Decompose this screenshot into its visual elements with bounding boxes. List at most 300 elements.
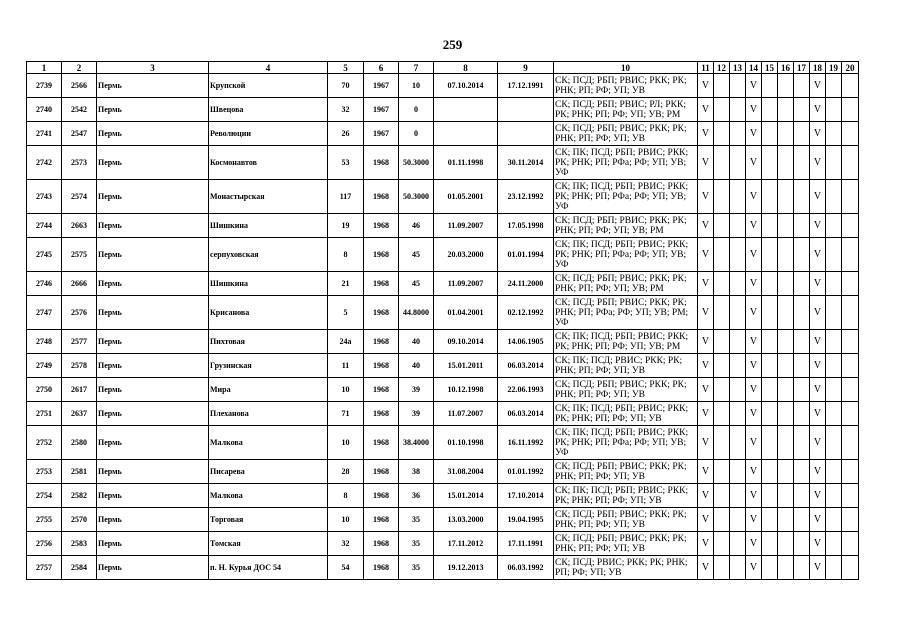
cell-date-1: 17.11.2012 bbox=[434, 532, 498, 556]
cell-flag-13 bbox=[730, 460, 746, 484]
table-row bbox=[27, 402, 859, 426]
cell-work-types: СК; ПСД; РБП; РВИС; РКК; РК; РНК; РП; РФ; УП; УВ bbox=[554, 532, 698, 556]
cell-flag-19 bbox=[826, 146, 842, 180]
cell-city: Пермь bbox=[97, 460, 209, 484]
cell-flag-15 bbox=[762, 146, 778, 180]
cell-flag-19 bbox=[826, 296, 842, 330]
cell-street: Плеханова bbox=[209, 402, 328, 426]
table-row bbox=[27, 354, 859, 378]
cell-flag-18: V bbox=[810, 402, 826, 426]
cell-date-1 bbox=[434, 98, 498, 122]
cell-house: 24а bbox=[328, 330, 364, 354]
cell-street: Грузинская bbox=[209, 354, 328, 378]
cell-work-types: СК; ПК; ПСД; РВИС; РКК; РК; РНК; РП; РФ; УП; УВ bbox=[554, 354, 698, 378]
cell-flag-18: V bbox=[810, 330, 826, 354]
cell-flag-17 bbox=[794, 460, 810, 484]
table-row bbox=[27, 460, 859, 484]
table-row bbox=[27, 122, 859, 146]
cell-flag-18: V bbox=[810, 354, 826, 378]
cell-house: 21 bbox=[328, 272, 364, 296]
cell-date-2: 16.11.1992 bbox=[498, 426, 554, 460]
cell-record-number: 2748 bbox=[27, 330, 62, 354]
cell-record-number: 2744 bbox=[27, 214, 62, 238]
cell-house: 19 bbox=[328, 214, 364, 238]
cell-flag-14: V bbox=[746, 330, 762, 354]
cell-date-2: 30.11.2014 bbox=[498, 146, 554, 180]
cell-flag-16 bbox=[778, 330, 794, 354]
cell-flag-20 bbox=[842, 378, 859, 402]
column-header-13: 13 bbox=[730, 62, 746, 74]
cell-flag-15 bbox=[762, 238, 778, 272]
cell-wear: 0 bbox=[399, 122, 434, 146]
cell-id: 2583 bbox=[62, 532, 97, 556]
cell-date-2: 23.12.1992 bbox=[498, 180, 554, 214]
cell-flag-11: V bbox=[698, 122, 714, 146]
cell-flag-11: V bbox=[698, 272, 714, 296]
cell-flag-17 bbox=[794, 238, 810, 272]
page-number: 259 bbox=[442, 37, 463, 52]
cell-flag-20 bbox=[842, 122, 859, 146]
cell-work-types: СК; ПК; ПСД; РБП; РВИС; РКК; РК; РНК; РП; РФа; РФ; УП; УВ; УФ bbox=[554, 426, 698, 460]
cell-record-number: 2741 bbox=[27, 122, 62, 146]
cell-flag-16 bbox=[778, 122, 794, 146]
cell-flag-14: V bbox=[746, 180, 762, 214]
cell-city: Пермь bbox=[97, 238, 209, 272]
cell-flag-13 bbox=[730, 146, 746, 180]
cell-city: Пермь bbox=[97, 122, 209, 146]
cell-wear: 38 bbox=[399, 460, 434, 484]
cell-date-1: 01.05.2001 bbox=[434, 180, 498, 214]
cell-record-number: 2743 bbox=[27, 180, 62, 214]
cell-city: Пермь bbox=[97, 180, 209, 214]
cell-flag-15 bbox=[762, 330, 778, 354]
column-header-11: 11 bbox=[698, 62, 714, 74]
cell-date-1: 11.09.2007 bbox=[434, 272, 498, 296]
cell-date-1: 09.10.2014 bbox=[434, 330, 498, 354]
cell-flag-16 bbox=[778, 146, 794, 180]
cell-flag-15 bbox=[762, 556, 778, 580]
cell-date-1: 01.10.1998 bbox=[434, 426, 498, 460]
column-header-18: 18 bbox=[810, 62, 826, 74]
cell-id: 2566 bbox=[62, 74, 97, 98]
cell-year: 1968 bbox=[364, 402, 399, 426]
cell-flag-14: V bbox=[746, 402, 762, 426]
cell-flag-18: V bbox=[810, 460, 826, 484]
cell-flag-11: V bbox=[698, 74, 714, 98]
cell-flag-14: V bbox=[746, 214, 762, 238]
cell-house: 10 bbox=[328, 378, 364, 402]
cell-house: 28 bbox=[328, 460, 364, 484]
cell-date-2: 17.05.1998 bbox=[498, 214, 554, 238]
column-header-8: 8 bbox=[434, 62, 498, 74]
cell-work-types: СК; ПК; ПСД; РБП; РВИС; РКК; РК; РНК; РП; РФ; УП; УВ bbox=[554, 402, 698, 426]
cell-flag-19 bbox=[826, 214, 842, 238]
cell-city: Пермь bbox=[97, 296, 209, 330]
cell-flag-17 bbox=[794, 556, 810, 580]
cell-flag-15 bbox=[762, 508, 778, 532]
cell-flag-16 bbox=[778, 296, 794, 330]
cell-street: Швецова bbox=[209, 98, 328, 122]
cell-work-types: СК; ПСД; РБП; РВИС; РКК; РК; РНК; РП; РФ; УП; УВ bbox=[554, 460, 698, 484]
cell-flag-16 bbox=[778, 556, 794, 580]
cell-flag-19 bbox=[826, 180, 842, 214]
cell-street: Космонавтов bbox=[209, 146, 328, 180]
cell-street: Мира bbox=[209, 378, 328, 402]
cell-year: 1968 bbox=[364, 180, 399, 214]
table-row bbox=[27, 484, 859, 508]
cell-street: Монастырская bbox=[209, 180, 328, 214]
cell-flag-14: V bbox=[746, 556, 762, 580]
cell-flag-17 bbox=[794, 146, 810, 180]
cell-house: 8 bbox=[328, 238, 364, 272]
cell-flag-15 bbox=[762, 484, 778, 508]
cell-year: 1968 bbox=[364, 330, 399, 354]
cell-flag-11: V bbox=[698, 146, 714, 180]
cell-flag-12 bbox=[714, 122, 730, 146]
cell-flag-12 bbox=[714, 484, 730, 508]
table-row bbox=[27, 296, 859, 330]
cell-flag-13 bbox=[730, 214, 746, 238]
cell-flag-14: V bbox=[746, 122, 762, 146]
cell-flag-16 bbox=[778, 378, 794, 402]
cell-flag-19 bbox=[826, 122, 842, 146]
cell-work-types: СК; ПСД; РБП; РВИС; РКК; РК; РНК; РП; РФ; УП; УВ bbox=[554, 508, 698, 532]
cell-year: 1968 bbox=[364, 296, 399, 330]
cell-flag-14: V bbox=[746, 508, 762, 532]
cell-flag-15 bbox=[762, 122, 778, 146]
cell-flag-17 bbox=[794, 508, 810, 532]
cell-flag-19 bbox=[826, 508, 842, 532]
cell-record-number: 2757 bbox=[27, 556, 62, 580]
cell-house: 54 bbox=[328, 556, 364, 580]
cell-flag-20 bbox=[842, 272, 859, 296]
cell-date-2: 02.12.1992 bbox=[498, 296, 554, 330]
cell-id: 2542 bbox=[62, 98, 97, 122]
cell-flag-19 bbox=[826, 74, 842, 98]
cell-flag-14: V bbox=[746, 426, 762, 460]
cell-street: Шишкина bbox=[209, 272, 328, 296]
cell-city: Пермь bbox=[97, 146, 209, 180]
cell-wear: 44.8000 bbox=[399, 296, 434, 330]
cell-flag-11: V bbox=[698, 180, 714, 214]
cell-date-2: 17.10.2014 bbox=[498, 484, 554, 508]
cell-flag-11: V bbox=[698, 426, 714, 460]
cell-wear: 40 bbox=[399, 354, 434, 378]
cell-flag-13 bbox=[730, 296, 746, 330]
cell-record-number: 2756 bbox=[27, 532, 62, 556]
cell-date-1: 15.01.2011 bbox=[434, 354, 498, 378]
cell-flag-13 bbox=[730, 484, 746, 508]
column-header-1: 1 bbox=[27, 62, 62, 74]
cell-flag-11: V bbox=[698, 508, 714, 532]
cell-date-2 bbox=[498, 122, 554, 146]
cell-flag-16 bbox=[778, 74, 794, 98]
cell-date-1: 13.03.2000 bbox=[434, 508, 498, 532]
cell-flag-11: V bbox=[698, 556, 714, 580]
cell-flag-19 bbox=[826, 330, 842, 354]
cell-flag-19 bbox=[826, 354, 842, 378]
column-header-7: 7 bbox=[399, 62, 434, 74]
cell-id: 2617 bbox=[62, 378, 97, 402]
cell-flag-20 bbox=[842, 238, 859, 272]
cell-year: 1968 bbox=[364, 378, 399, 402]
cell-flag-16 bbox=[778, 508, 794, 532]
cell-flag-15 bbox=[762, 532, 778, 556]
column-header-16: 16 bbox=[778, 62, 794, 74]
cell-flag-13 bbox=[730, 180, 746, 214]
cell-flag-20 bbox=[842, 214, 859, 238]
cell-year: 1968 bbox=[364, 214, 399, 238]
cell-flag-12 bbox=[714, 74, 730, 98]
cell-flag-13 bbox=[730, 330, 746, 354]
cell-city: Пермь bbox=[97, 484, 209, 508]
table-row bbox=[27, 98, 859, 122]
cell-flag-13 bbox=[730, 122, 746, 146]
cell-city: Пермь bbox=[97, 426, 209, 460]
column-header-10: 10 bbox=[554, 62, 698, 74]
cell-id: 2663 bbox=[62, 214, 97, 238]
cell-flag-20 bbox=[842, 402, 859, 426]
cell-wear: 45 bbox=[399, 238, 434, 272]
cell-street: Крисанова bbox=[209, 296, 328, 330]
cell-flag-14: V bbox=[746, 296, 762, 330]
cell-date-2: 01.01.1992 bbox=[498, 460, 554, 484]
cell-wear: 39 bbox=[399, 402, 434, 426]
cell-flag-17 bbox=[794, 354, 810, 378]
cell-id: 2637 bbox=[62, 402, 97, 426]
cell-flag-14: V bbox=[746, 354, 762, 378]
cell-id: 2578 bbox=[62, 354, 97, 378]
cell-flag-13 bbox=[730, 238, 746, 272]
column-header-19: 19 bbox=[826, 62, 842, 74]
cell-flag-12 bbox=[714, 296, 730, 330]
cell-flag-16 bbox=[778, 180, 794, 214]
table-row bbox=[27, 146, 859, 180]
cell-date-1 bbox=[434, 122, 498, 146]
cell-record-number: 2740 bbox=[27, 98, 62, 122]
cell-id: 2666 bbox=[62, 272, 97, 296]
cell-date-2: 06.03.2014 bbox=[498, 402, 554, 426]
cell-flag-11: V bbox=[698, 460, 714, 484]
cell-house: 26 bbox=[328, 122, 364, 146]
cell-record-number: 2753 bbox=[27, 460, 62, 484]
cell-flag-11: V bbox=[698, 378, 714, 402]
cell-house: 53 bbox=[328, 146, 364, 180]
table-row bbox=[27, 272, 859, 296]
cell-flag-12 bbox=[714, 180, 730, 214]
cell-wear: 45 bbox=[399, 272, 434, 296]
cell-flag-18: V bbox=[810, 426, 826, 460]
cell-flag-14: V bbox=[746, 272, 762, 296]
cell-flag-16 bbox=[778, 484, 794, 508]
cell-flag-18: V bbox=[810, 180, 826, 214]
cell-date-1: 31.08.2004 bbox=[434, 460, 498, 484]
cell-flag-12 bbox=[714, 272, 730, 296]
cell-street: Малкова bbox=[209, 484, 328, 508]
cell-flag-18: V bbox=[810, 122, 826, 146]
table-row bbox=[27, 556, 859, 580]
cell-year: 1968 bbox=[364, 238, 399, 272]
cell-flag-17 bbox=[794, 74, 810, 98]
cell-year: 1968 bbox=[364, 460, 399, 484]
cell-flag-13 bbox=[730, 272, 746, 296]
cell-flag-18: V bbox=[810, 146, 826, 180]
cell-date-2: 06.03.2014 bbox=[498, 354, 554, 378]
cell-work-types: СК; ПСД; РБП; РВИС; РКК; РК; РНК; РП; РФ; УП; УВ; РМ bbox=[554, 272, 698, 296]
cell-flag-13 bbox=[730, 508, 746, 532]
cell-city: Пермь bbox=[97, 354, 209, 378]
cell-flag-17 bbox=[794, 378, 810, 402]
cell-flag-12 bbox=[714, 214, 730, 238]
cell-flag-19 bbox=[826, 98, 842, 122]
cell-record-number: 2749 bbox=[27, 354, 62, 378]
cell-street: Революции bbox=[209, 122, 328, 146]
cell-flag-11: V bbox=[698, 330, 714, 354]
cell-work-types: СК; ПК; ПСД; РБП; РВИС; РКК; РК; РНК; РП; РФа; РФ; УП; УВ; УФ bbox=[554, 146, 698, 180]
cell-work-types: СК; ПК; ПСД; РБП; РВИС; РКК; РК; РНК; РП; РФ; УП; УВ; РМ bbox=[554, 330, 698, 354]
register-table bbox=[26, 61, 859, 580]
cell-flag-20 bbox=[842, 508, 859, 532]
cell-flag-12 bbox=[714, 460, 730, 484]
cell-flag-15 bbox=[762, 180, 778, 214]
cell-flag-13 bbox=[730, 354, 746, 378]
cell-flag-19 bbox=[826, 402, 842, 426]
cell-flag-20 bbox=[842, 532, 859, 556]
cell-flag-15 bbox=[762, 74, 778, 98]
cell-year: 1968 bbox=[364, 354, 399, 378]
cell-flag-17 bbox=[794, 484, 810, 508]
cell-flag-19 bbox=[826, 238, 842, 272]
cell-flag-12 bbox=[714, 556, 730, 580]
cell-flag-15 bbox=[762, 98, 778, 122]
cell-flag-20 bbox=[842, 296, 859, 330]
cell-flag-14: V bbox=[746, 74, 762, 98]
cell-record-number: 2751 bbox=[27, 402, 62, 426]
column-header-15: 15 bbox=[762, 62, 778, 74]
cell-city: Пермь bbox=[97, 556, 209, 580]
cell-wear: 50.3000 bbox=[399, 180, 434, 214]
cell-flag-13 bbox=[730, 402, 746, 426]
cell-flag-19 bbox=[826, 532, 842, 556]
cell-house: 71 bbox=[328, 402, 364, 426]
cell-street: Крупской bbox=[209, 74, 328, 98]
cell-id: 2584 bbox=[62, 556, 97, 580]
cell-id: 2582 bbox=[62, 484, 97, 508]
cell-year: 1967 bbox=[364, 74, 399, 98]
cell-flag-17 bbox=[794, 122, 810, 146]
cell-flag-12 bbox=[714, 98, 730, 122]
cell-date-2: 24.11.2000 bbox=[498, 272, 554, 296]
cell-wear: 40 bbox=[399, 330, 434, 354]
cell-id: 2577 bbox=[62, 330, 97, 354]
cell-flag-15 bbox=[762, 460, 778, 484]
cell-record-number: 2746 bbox=[27, 272, 62, 296]
cell-house: 10 bbox=[328, 508, 364, 532]
cell-date-1: 19.12.2013 bbox=[434, 556, 498, 580]
cell-date-2 bbox=[498, 98, 554, 122]
cell-flag-20 bbox=[842, 426, 859, 460]
cell-street: п. Н. Курья ДОС 54 bbox=[209, 556, 328, 580]
cell-date-1: 11.07.2007 bbox=[434, 402, 498, 426]
table-row bbox=[27, 532, 859, 556]
cell-flag-14: V bbox=[746, 146, 762, 180]
cell-flag-20 bbox=[842, 180, 859, 214]
column-header-14: 14 bbox=[746, 62, 762, 74]
cell-id: 2576 bbox=[62, 296, 97, 330]
cell-year: 1968 bbox=[364, 532, 399, 556]
cell-flag-11: V bbox=[698, 532, 714, 556]
cell-record-number: 2752 bbox=[27, 426, 62, 460]
column-header-12: 12 bbox=[714, 62, 730, 74]
cell-flag-17 bbox=[794, 98, 810, 122]
cell-flag-16 bbox=[778, 214, 794, 238]
cell-flag-14: V bbox=[746, 460, 762, 484]
cell-flag-20 bbox=[842, 74, 859, 98]
cell-flag-18: V bbox=[810, 214, 826, 238]
cell-flag-18: V bbox=[810, 98, 826, 122]
table-row bbox=[27, 330, 859, 354]
cell-wear: 36 bbox=[399, 484, 434, 508]
cell-flag-11: V bbox=[698, 214, 714, 238]
cell-flag-16 bbox=[778, 426, 794, 460]
cell-street: Пихтовая bbox=[209, 330, 328, 354]
table-row bbox=[27, 426, 859, 460]
cell-flag-20 bbox=[842, 330, 859, 354]
cell-wear: 35 bbox=[399, 508, 434, 532]
cell-flag-18: V bbox=[810, 296, 826, 330]
cell-flag-19 bbox=[826, 556, 842, 580]
cell-flag-12 bbox=[714, 330, 730, 354]
cell-date-2: 17.11.1991 bbox=[498, 532, 554, 556]
cell-record-number: 2739 bbox=[27, 74, 62, 98]
cell-house: 10 bbox=[328, 426, 364, 460]
cell-year: 1968 bbox=[364, 426, 399, 460]
cell-flag-16 bbox=[778, 532, 794, 556]
cell-id: 2575 bbox=[62, 238, 97, 272]
cell-id: 2580 bbox=[62, 426, 97, 460]
cell-wear: 10 bbox=[399, 74, 434, 98]
cell-city: Пермь bbox=[97, 214, 209, 238]
cell-flag-20 bbox=[842, 484, 859, 508]
cell-flag-18: V bbox=[810, 74, 826, 98]
table-row bbox=[27, 74, 859, 98]
cell-date-1: 01.11.1998 bbox=[434, 146, 498, 180]
cell-wear: 46 bbox=[399, 214, 434, 238]
cell-date-2: 01.01.1994 bbox=[498, 238, 554, 272]
cell-record-number: 2747 bbox=[27, 296, 62, 330]
cell-flag-19 bbox=[826, 484, 842, 508]
cell-flag-12 bbox=[714, 508, 730, 532]
cell-flag-15 bbox=[762, 402, 778, 426]
cell-flag-16 bbox=[778, 460, 794, 484]
cell-date-2: 17.12.1991 bbox=[498, 74, 554, 98]
cell-flag-12 bbox=[714, 146, 730, 180]
cell-flag-17 bbox=[794, 402, 810, 426]
cell-house: 32 bbox=[328, 98, 364, 122]
column-header-20: 20 bbox=[842, 62, 859, 74]
cell-flag-15 bbox=[762, 378, 778, 402]
cell-id: 2570 bbox=[62, 508, 97, 532]
cell-flag-17 bbox=[794, 180, 810, 214]
cell-flag-12 bbox=[714, 532, 730, 556]
cell-flag-12 bbox=[714, 426, 730, 460]
cell-city: Пермь bbox=[97, 508, 209, 532]
cell-year: 1967 bbox=[364, 122, 399, 146]
table-body bbox=[27, 74, 859, 580]
cell-date-1: 11.09.2007 bbox=[434, 214, 498, 238]
cell-flag-11: V bbox=[698, 238, 714, 272]
cell-house: 11 bbox=[328, 354, 364, 378]
